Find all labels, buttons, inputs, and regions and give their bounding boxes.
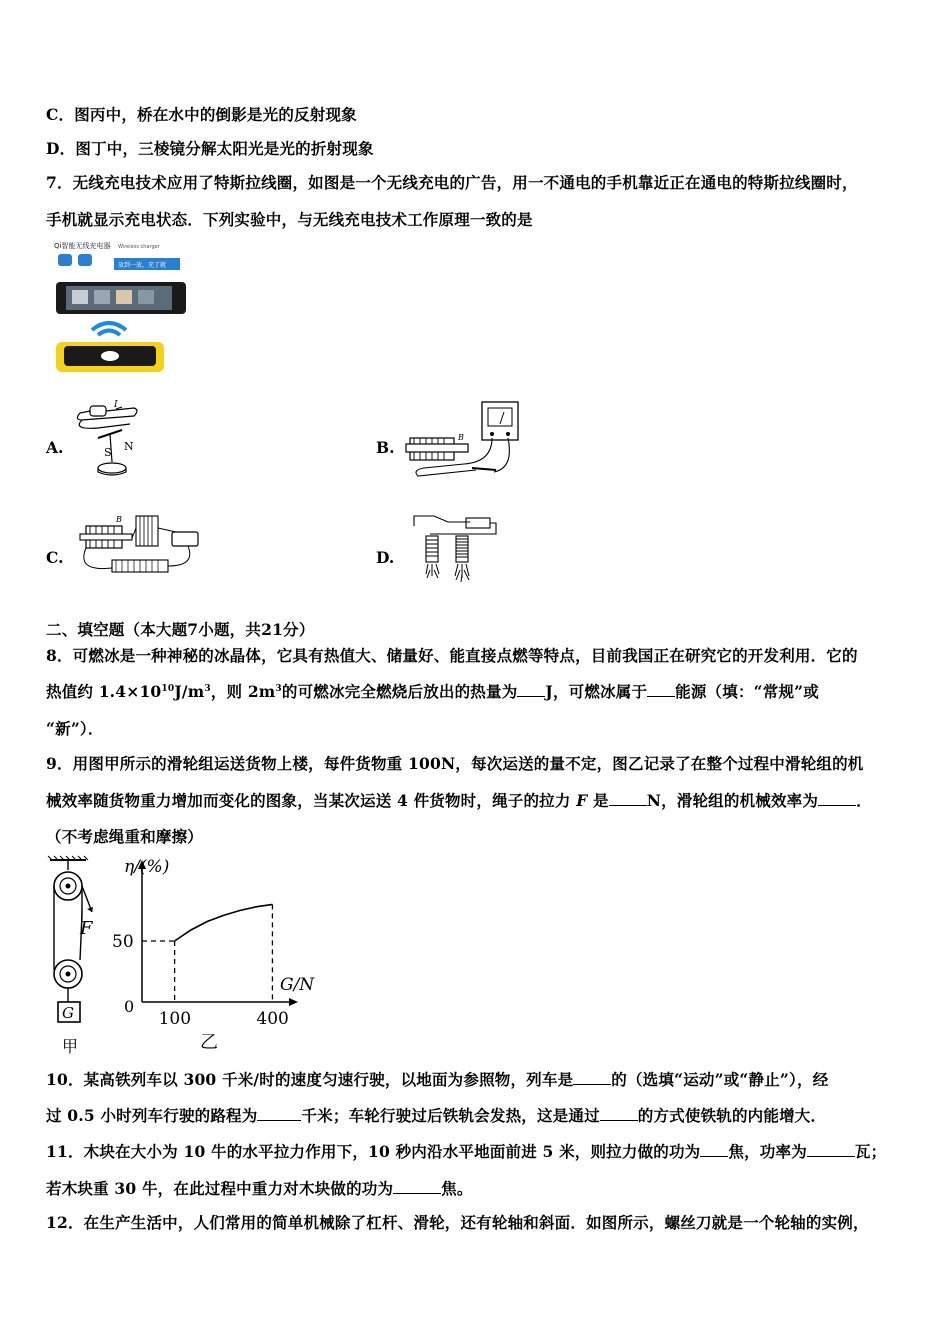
x-tick-100: 100: [158, 1009, 192, 1029]
chart-origin-label: 0: [124, 997, 135, 1016]
q7-option-d-label[interactable]: D.: [376, 548, 395, 567]
q7-figure-c: [72, 508, 212, 588]
ad-title-en: Wireless charger: [118, 244, 160, 250]
q8-line3: “新”）．: [46, 719, 104, 738]
pulley-force-label: F: [80, 918, 93, 939]
q9-blank-force[interactable]: [609, 791, 647, 806]
q11-blank-gravity-work[interactable]: [393, 1179, 441, 1194]
figa-south-label: S: [104, 446, 112, 459]
wifi-wave-inner: [98, 331, 120, 336]
q10-line1: 10．某高铁列车以 300 千米/时的速度匀速行驶，以地面为参照物，列车是 的（选填“运动”或“静止”），经: [46, 1070, 829, 1089]
q10-blank-method[interactable]: [600, 1106, 638, 1121]
ad-title: Qi智能无线充电器: [54, 242, 111, 250]
q11-line2: 若木块重 30 牛，在此过程中重力对木块做的功为 焦。: [46, 1179, 473, 1198]
q9-line1: 9．用图甲所示的滑轮组运送货物上楼，每件货物重 100N，每次运送的量不定，图乙记录了在整个过程中滑轮组的机: [46, 754, 864, 773]
pulley-weight-label: G: [62, 1004, 74, 1022]
q7-option-c-label[interactable]: C.: [46, 548, 64, 567]
section-2-heading: 二、填空题（本大题7小题，共21分）: [46, 620, 315, 639]
q8-line1: 8．可燃冰是一种神秘的冰晶体，它具有热值大、储量好、能直接点燃等特点，目前我国正在研究它的开发利用．它的: [46, 646, 858, 665]
q10-blank-motion[interactable]: [573, 1070, 611, 1085]
q7-figure-b: [404, 398, 524, 484]
wireless-charger-ad-image: [52, 238, 192, 374]
q9-line3: （不考虑绳重和摩擦）: [46, 827, 204, 846]
q9-line2: 械效率随货物重力增加而变化的图象，当某次运送 4 件货物时，绳子的拉力 F 是 N，滑轮组的机械效率为 ．: [46, 791, 872, 810]
ad-icon-1: [58, 254, 72, 266]
q7-option-b-label[interactable]: B.: [376, 438, 395, 457]
q6-option-d: D．图丁中，三棱镜分解太阳光是光的折射现象: [46, 139, 374, 158]
q11-blank-work[interactable]: [700, 1142, 728, 1157]
figc-b-label: B: [116, 515, 122, 524]
q7-figure-a: [68, 398, 148, 480]
chart-x-arrow: [289, 998, 298, 1006]
fig-jia-label: 甲: [62, 1037, 79, 1056]
q11-blank-power[interactable]: [807, 1142, 855, 1157]
chart-y-label: η/(%): [124, 857, 170, 877]
q8-blank-energy-type[interactable]: [647, 682, 675, 697]
figb-b-label: B: [458, 433, 464, 442]
q9-efficiency-chart: [110, 852, 330, 1057]
figa-current-label: I: [114, 400, 118, 410]
q9-pulley-figure: [40, 856, 100, 1056]
fig-yi-label: 乙: [200, 1032, 218, 1053]
q7-figure-d: [404, 512, 500, 590]
q7-stem-line1: 7．无线充电技术应用了特斯拉线圈，如图是一个无线充电的广告，用一不通电的手机靠近正在通电的特斯拉线圈时，: [46, 173, 858, 192]
q8-blank-heat[interactable]: [517, 682, 545, 697]
q7-option-a-label[interactable]: A.: [46, 438, 64, 457]
ad-icon-2: [78, 254, 92, 266]
q8-line2: 热值约 $1.4\times 10^{10}J/m^3$，则 $2m^3$的可燃冰完全燃烧后放出的热量为 J，可燃冰属于 能源（填：“常规”或: [46, 682, 819, 701]
q10-line2: 过 0.5 小时列车行驶的路程为 千米；车轮行驶过后铁轨会发热，这是通过 的方式使铁轨的内能增大．: [46, 1106, 827, 1125]
q10-blank-distance[interactable]: [257, 1106, 301, 1121]
x-tick-400: 400: [256, 1009, 289, 1029]
q7-stem-line2: 手机就显示充电状态．下列实验中，与无线充电技术工作原理一致的是: [46, 210, 533, 229]
q11-line1: 11．木块在大小为 10 牛的水平拉力作用下，10 秒内沿水平地面前进 5 米，则拉力做的功为 焦，功率为 瓦；: [46, 1142, 887, 1161]
efficiency-curve: [175, 904, 273, 941]
q9-blank-efficiency[interactable]: [818, 791, 856, 806]
y-tick-50: 50: [112, 932, 134, 952]
chart-x-label: G/N: [280, 975, 315, 995]
q6-option-c: C．图丙中，桥在水中的倒影是光的反射现象: [46, 105, 357, 124]
figa-north-label: N: [124, 440, 134, 453]
q12-line1: 12．在生产生活中，人们常用的简单机械除了杠杆、滑轮，还有轮轴和斜面．如图所示，螺丝刀就是一个轮轴的实例，: [46, 1213, 869, 1232]
ad-slogan: 放到一放，充了就: [118, 262, 167, 269]
